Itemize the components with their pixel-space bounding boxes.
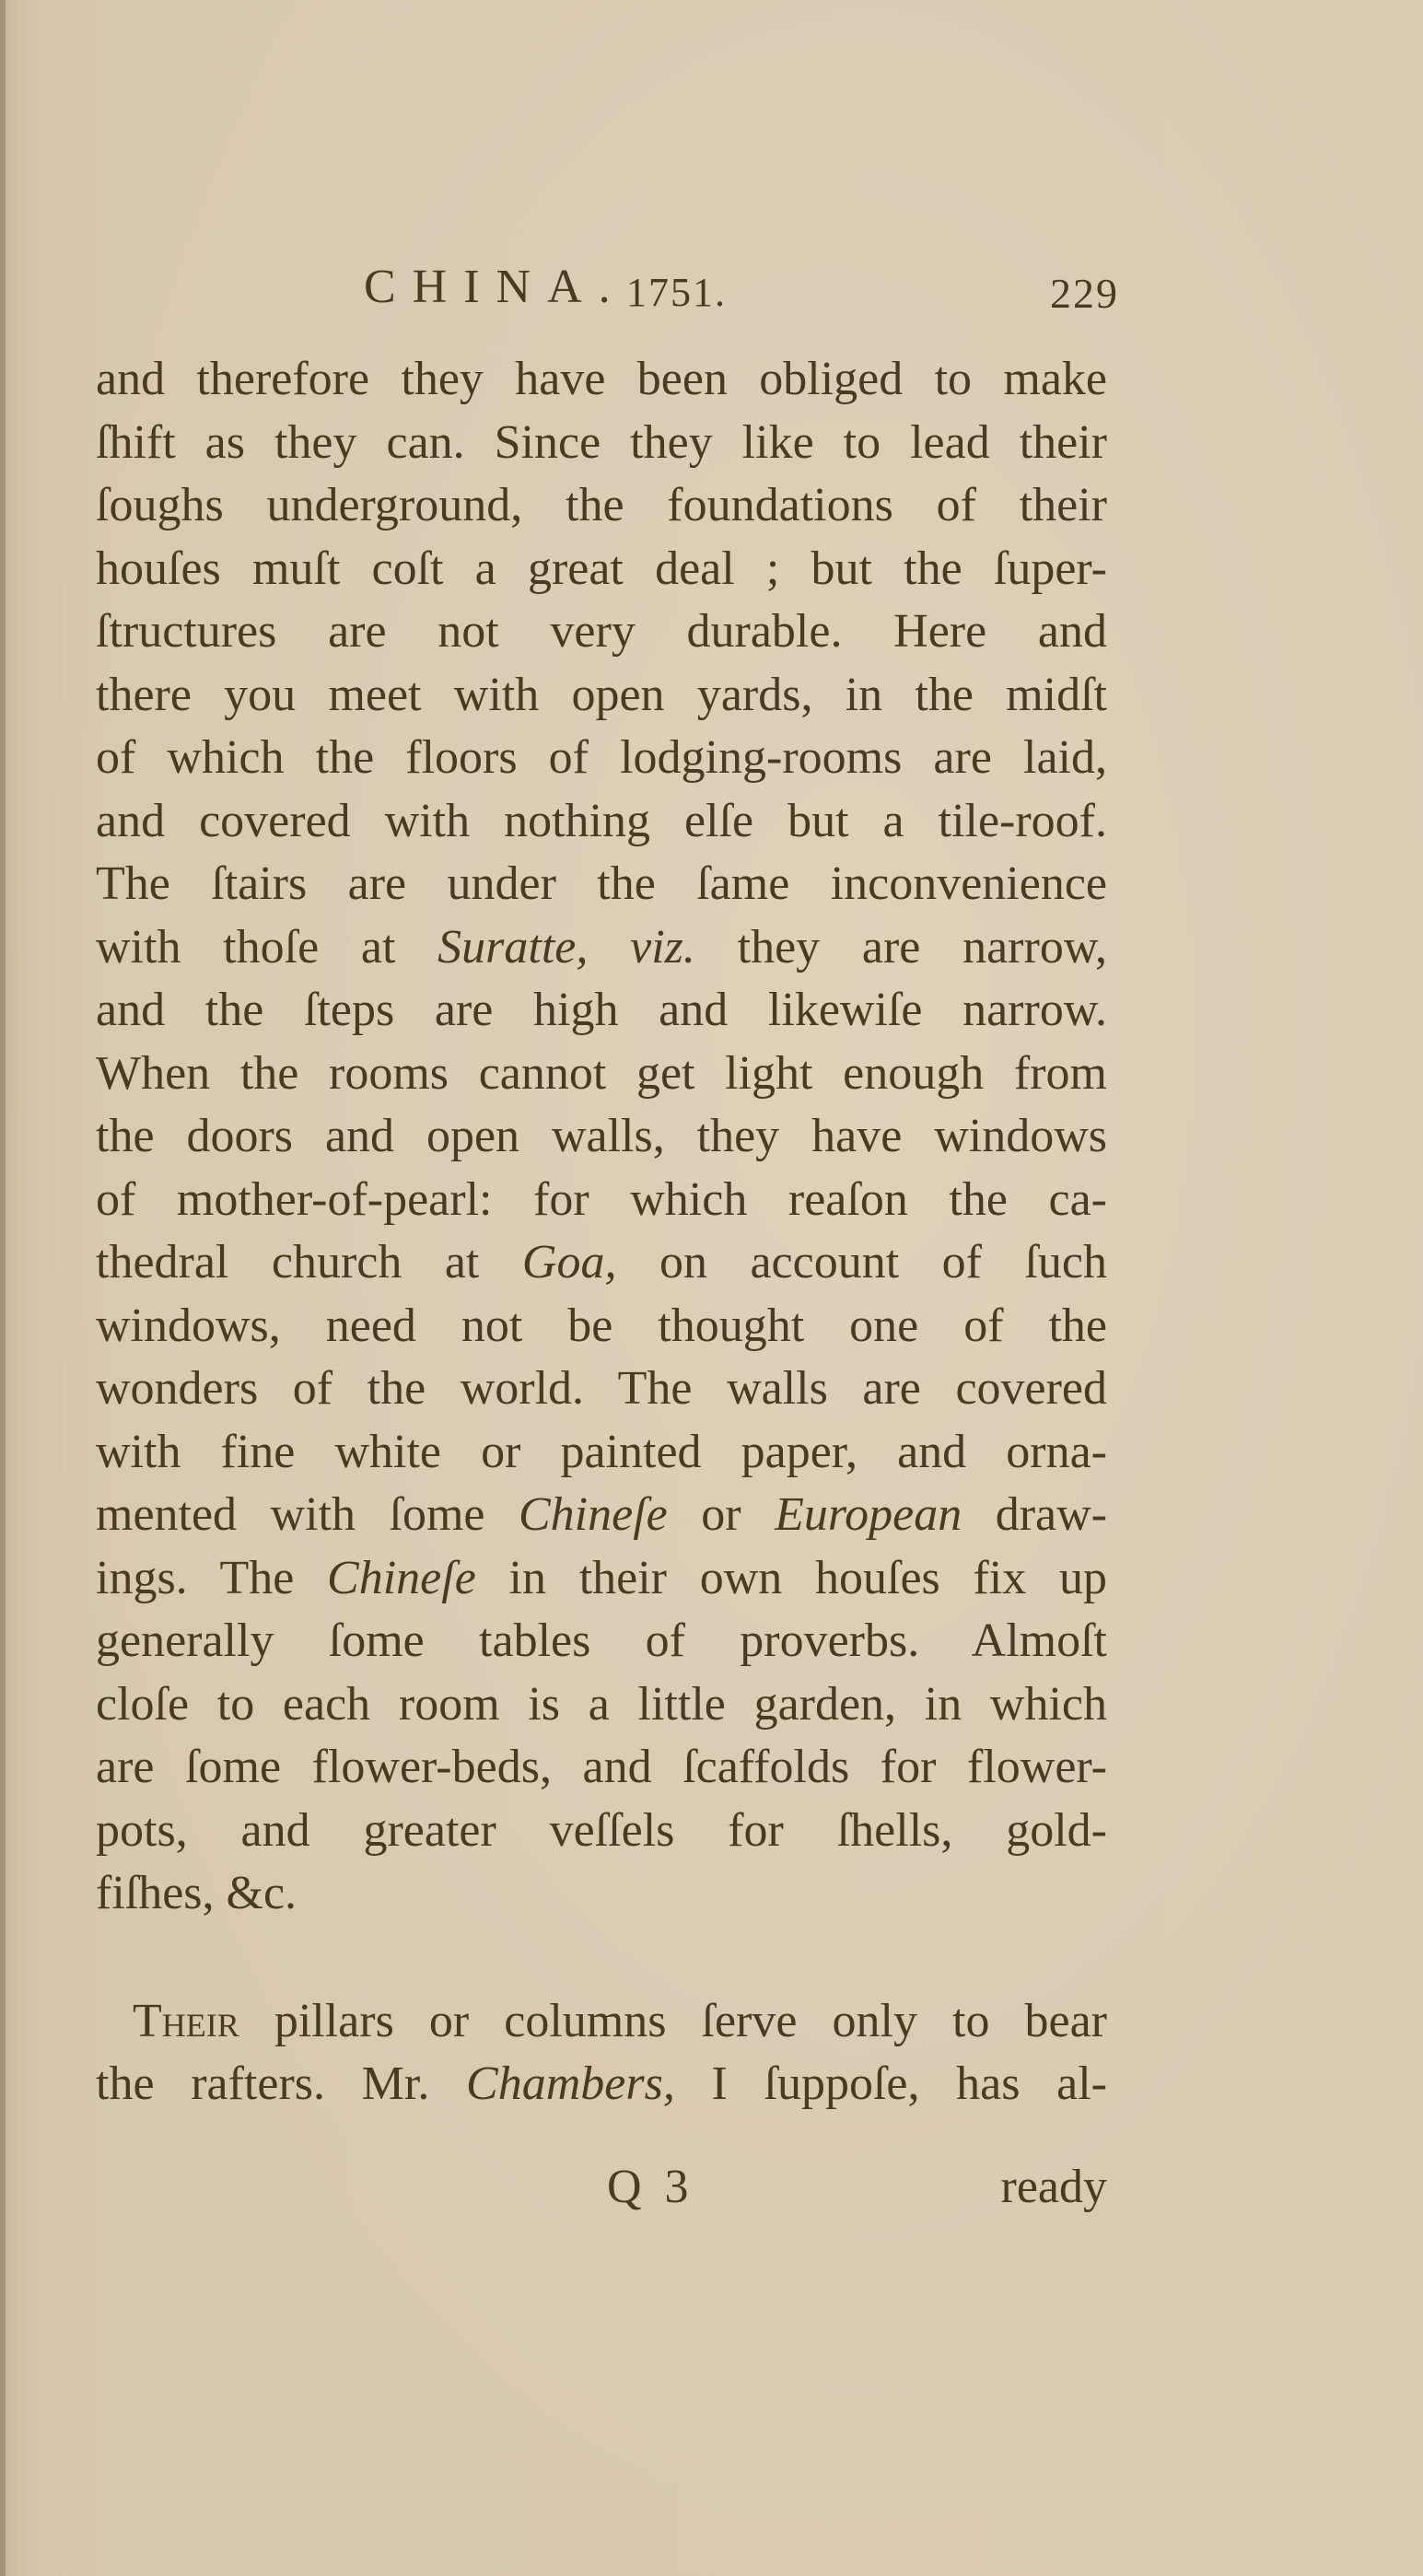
running-head-title: CHINA.: [364, 261, 627, 313]
text-line: windows, need not be thought one of the: [96, 1299, 1107, 1352]
text-line: cloſe to each room is a little garden, in which: [96, 1677, 1107, 1731]
text-line: there you meet with open yards, in the midſt: [96, 668, 1107, 721]
text-run: thedral church at: [96, 1236, 522, 1288]
running-head-year: 1751.: [626, 270, 727, 315]
text-line: [96, 1484, 1107, 1547]
running-head: [364, 260, 1119, 324]
smallcaps-run: Their: [133, 1994, 239, 2047]
text-line: ſoughs underground, the foundations of their: [96, 479, 1107, 531]
text-run: ings. The: [96, 1551, 328, 1604]
page-edge-shadow: [0, 0, 6, 2576]
text-run: mented with ſome: [96, 1488, 519, 1541]
text-line: generally ſome tables of proverbs. Almoſt: [96, 1614, 1107, 1667]
italic-run: Suratte, viz.: [437, 920, 695, 973]
text-line: and therefore they have been obliged to make: [96, 353, 1107, 405]
text-run: draw-: [962, 1488, 1107, 1541]
text-line: [96, 1547, 1107, 1611]
catchword: ready: [1000, 2161, 1107, 2213]
text-line: of which the floors of lodging-rooms are laid,: [96, 731, 1107, 784]
italic-run: European: [775, 1488, 962, 1541]
text-line: wonders of the world. The walls are covered: [96, 1362, 1107, 1415]
italic-run: Goa,: [521, 1236, 617, 1288]
text-line: the doors and open walls, they have windows: [96, 1110, 1107, 1162]
italic-run: Chambers,: [466, 2057, 675, 2110]
text-line: houſes muſt coſt a great deal ; but the ſuper-: [96, 542, 1107, 595]
italic-run: Chineſe: [327, 1551, 476, 1604]
paragraph-2: [96, 1990, 1107, 2116]
text-run: pillars or columns ſerve only to bear: [239, 1994, 1107, 2047]
page-number: 229: [1050, 270, 1119, 317]
text-run: I ſuppoſe, has al-: [674, 2057, 1108, 2110]
text-run: in their own houſes fix up: [475, 1551, 1107, 1604]
text-line: pots, and greater veſſels for ſhells, gold-: [96, 1803, 1107, 1857]
text-line: [96, 1990, 1107, 2054]
text-run: on account of ſuch: [616, 1236, 1108, 1288]
text-line: ſhift as they can. Since they like to lead their: [96, 415, 1107, 469]
page-footer: [96, 2160, 1107, 2224]
text-line: ſtructures are not very durable. Here and: [96, 605, 1107, 658]
text-line: of mother-of-pearl: for which reaſon the ca-: [96, 1172, 1107, 1226]
italic-run: Chineſe: [518, 1488, 668, 1541]
text-line: The ſtairs are under the ſame inconvenience: [96, 857, 1107, 910]
text-line: with fine white or painted paper, and orna-: [96, 1425, 1107, 1478]
text-run: or: [667, 1488, 776, 1541]
text-line: [96, 916, 1107, 980]
paragraph-1: [96, 348, 1107, 1926]
text-run: they are narrow,: [694, 920, 1107, 973]
text-run: the rafters. Mr.: [96, 2057, 467, 2110]
text-line: [96, 2053, 1107, 2116]
text-line: and covered with nothing elſe but a tile-roof.: [96, 794, 1107, 847]
text-line: and the ſteps are high and likewiſe narrow.: [96, 984, 1107, 1036]
text-run: with thoſe at: [96, 920, 438, 973]
paragraph-gap: [96, 1926, 1107, 1990]
text-line: are ſome flower-beds, and ſcaffolds for flower-: [96, 1741, 1107, 1793]
text-line: fiſhes, &c.: [96, 1867, 297, 1919]
signature-mark: Q 3: [607, 2161, 694, 2213]
body-text: [96, 348, 1107, 2116]
text-line: [96, 1231, 1107, 1295]
text-line: When the rooms cannot get light enough from: [96, 1046, 1107, 1100]
